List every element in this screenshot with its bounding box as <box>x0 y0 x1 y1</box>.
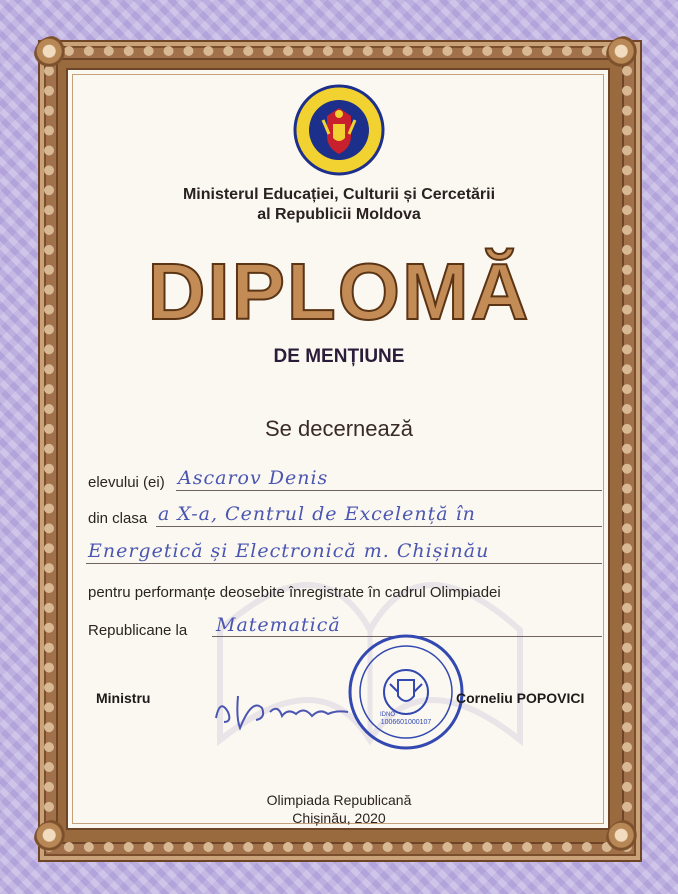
diploma-title: DIPLOMĂ <box>147 247 531 336</box>
ministry-name-line2: al Republicii Moldova <box>257 206 421 223</box>
subject-label: Republicane la <box>88 622 188 639</box>
class-label: din clasa <box>88 510 148 527</box>
moldova-government-emblem-icon <box>293 84 385 176</box>
ministry-name-line1: Ministerul Educației, Culturii și Cercetării <box>182 186 496 203</box>
stamp-idno-label: IDNO <box>380 712 395 718</box>
footer-event: Olimpiada Republicană <box>266 792 412 808</box>
footer-place-year: Chișinău, 2020 <box>292 810 386 826</box>
class-value: a X-a, Centrul de Excelență în <box>158 503 476 525</box>
corner-ornament-top-left <box>34 36 72 74</box>
student-rule <box>176 490 602 491</box>
diploma-subtitle: DE MENȚIUNE <box>273 346 405 367</box>
student-name: Ascarov Denis <box>178 467 329 489</box>
stamp-idno: 1006601000107 <box>380 719 432 726</box>
minister-label: Ministru <box>96 690 151 706</box>
handwritten-signature <box>208 678 356 738</box>
corner-ornament-top-right <box>606 36 644 74</box>
school-rule <box>86 563 602 564</box>
ministry-stamp-icon <box>346 632 466 752</box>
awarded-text: Se decernează <box>265 416 413 441</box>
performance-text: pentru performanțe deosebite înregistrate în cadrul Olimpiadei <box>88 584 501 601</box>
subject-value: Matematică <box>216 614 341 636</box>
minister-name: Corneliu POPOVICI <box>456 690 585 706</box>
school-value: Energetică și Electronică m. Chișinău <box>88 540 490 562</box>
class-rule <box>156 526 602 527</box>
student-label: elevului (ei) <box>88 474 165 491</box>
